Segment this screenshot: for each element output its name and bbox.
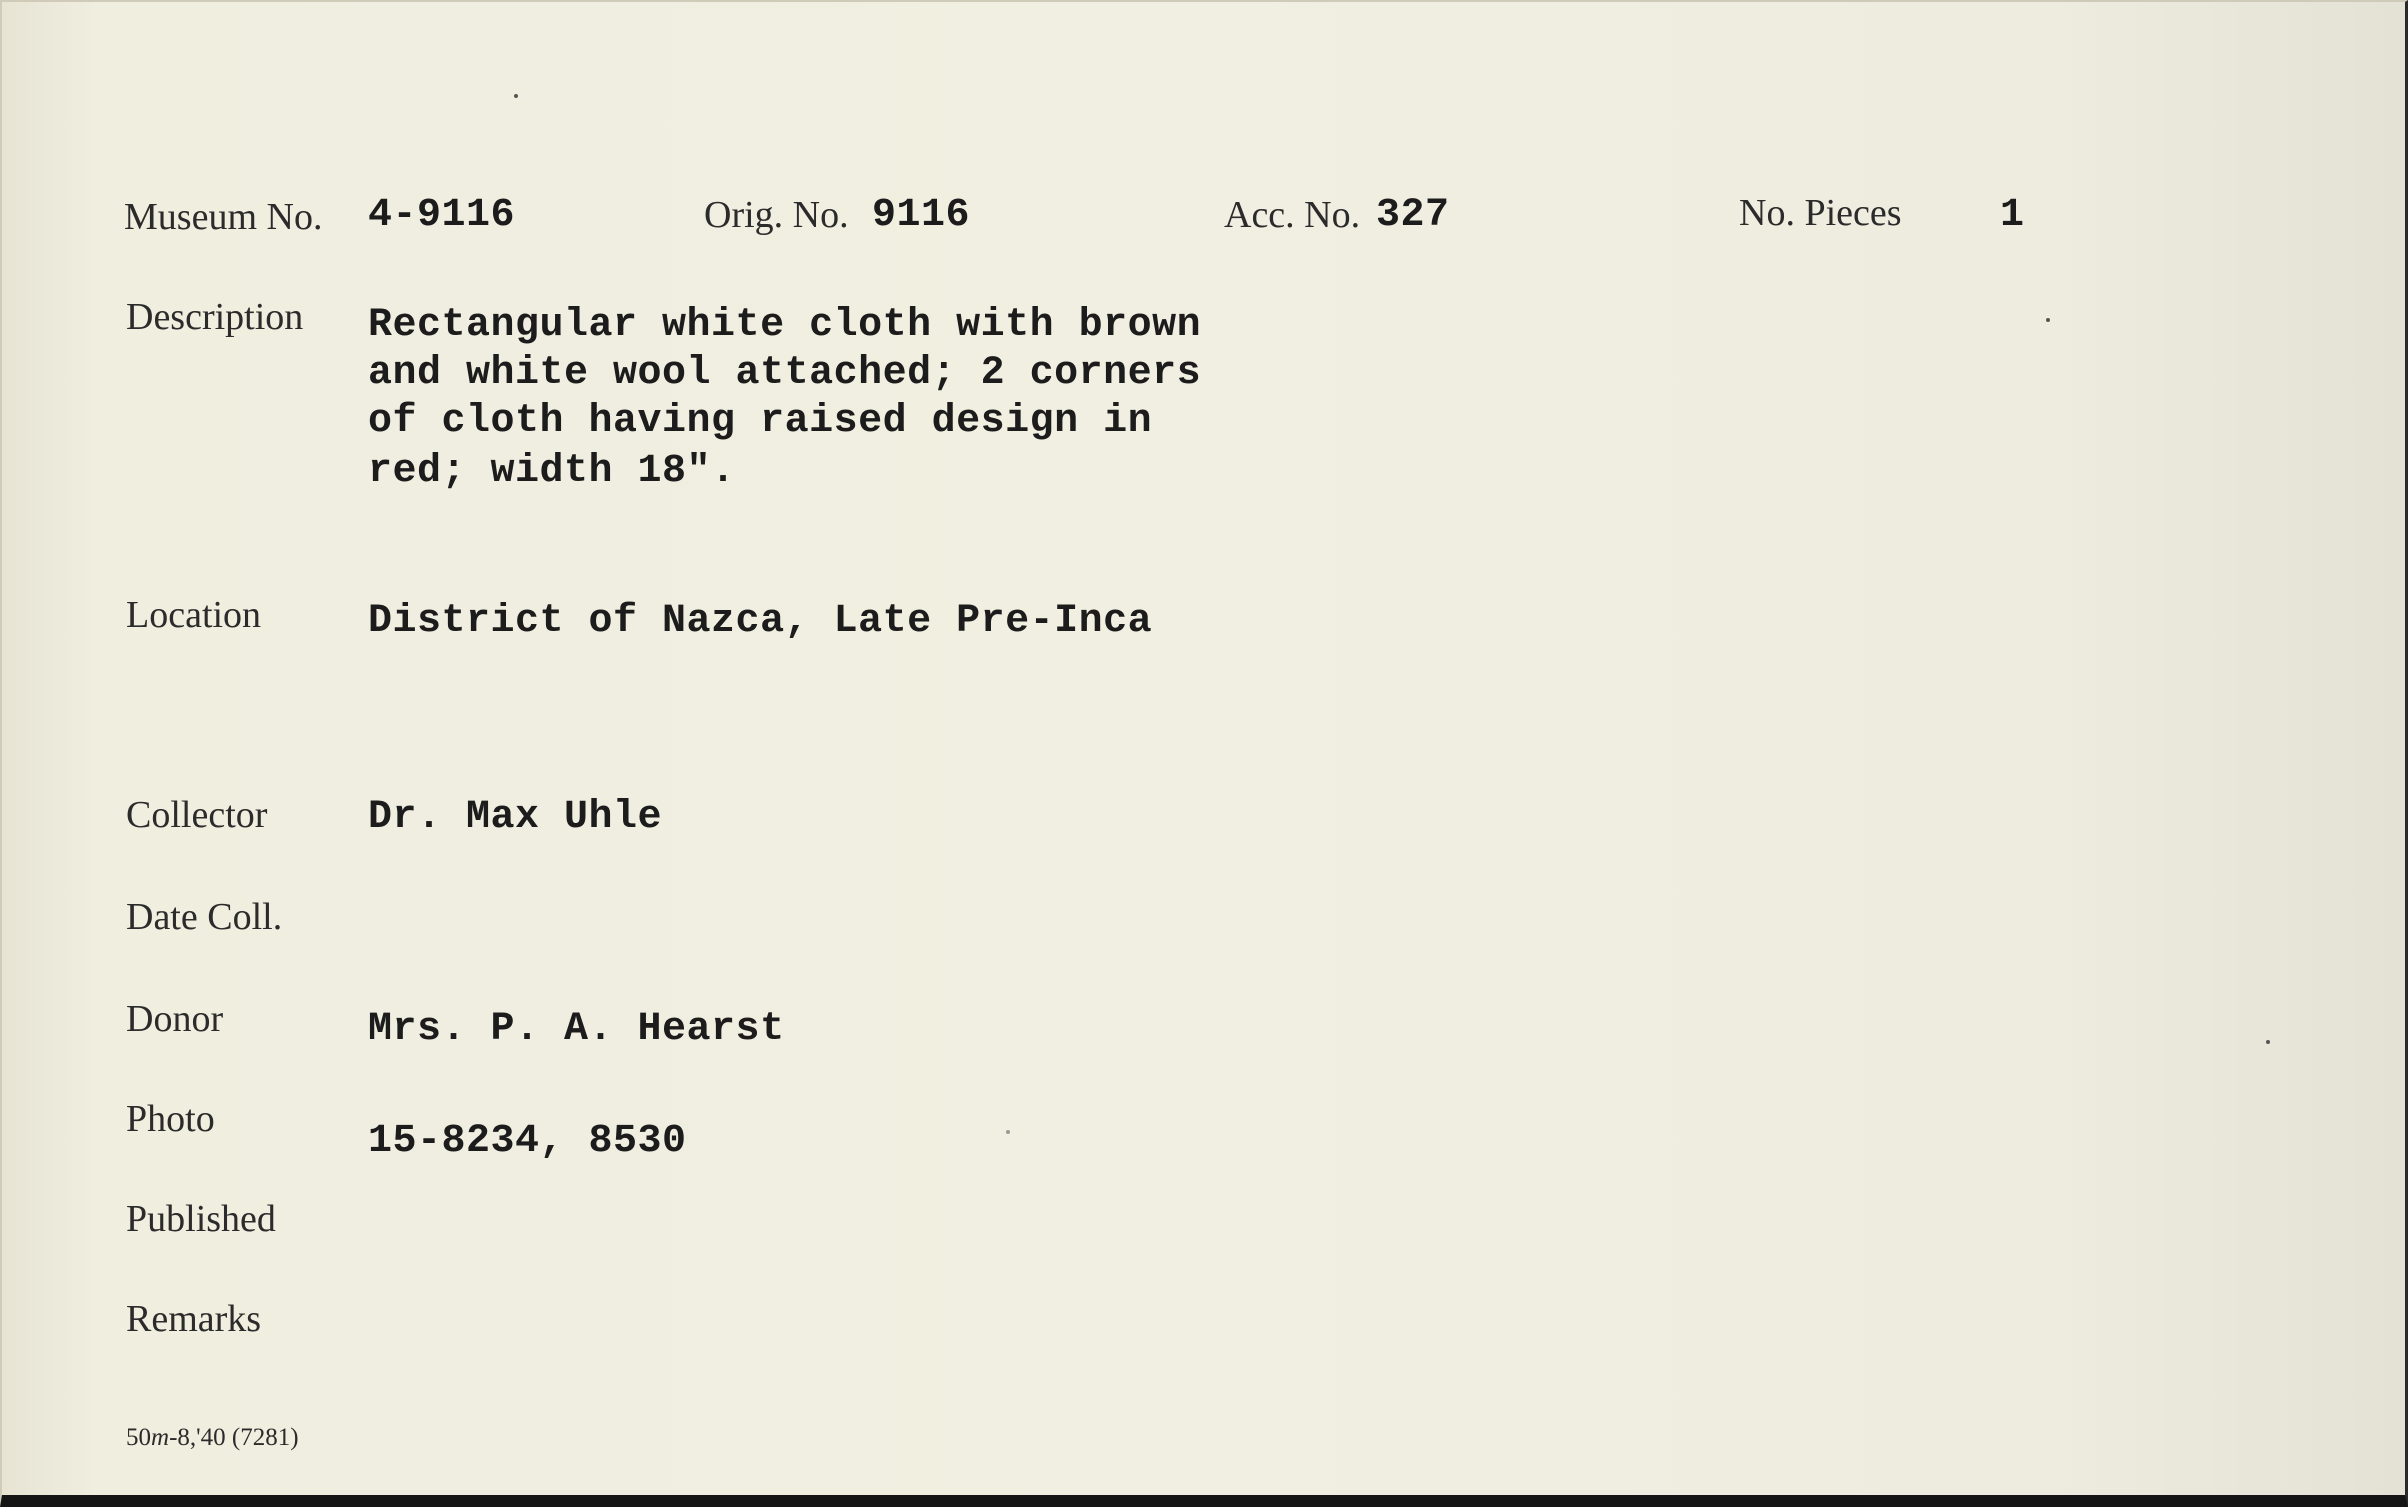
museum-no-value: 4-9116 — [368, 193, 516, 238]
location-label: Location — [126, 594, 262, 636]
description-line: of cloth having raised design in — [368, 399, 1153, 444]
date-coll-label: Date Coll. — [126, 896, 283, 938]
collector-label: Collector — [126, 794, 268, 836]
paper-speck — [2046, 318, 2050, 322]
no-pieces-value: 1 — [2000, 193, 2025, 238]
photo-value: 15-8234, 8530 — [368, 1119, 687, 1164]
photo-label: Photo — [126, 1098, 215, 1140]
description-line: red; width 18". — [368, 449, 736, 494]
remarks-label: Remarks — [126, 1298, 262, 1340]
donor-label: Donor — [126, 998, 224, 1040]
museum-no-label: Museum No. — [124, 196, 323, 238]
collector-value: Dr. Max Uhle — [368, 795, 663, 840]
description-line: Rectangular white cloth with brown — [368, 303, 1202, 348]
print-code — [126, 1424, 299, 1452]
print-code-suffix: -8,'40 (7281) — [169, 1424, 299, 1451]
description-line: and white wool attached; 2 corners — [368, 351, 1202, 396]
paper-speck — [514, 94, 518, 98]
paper-speck — [1006, 1130, 1010, 1134]
donor-value: Mrs. P. A. Hearst — [368, 1007, 785, 1052]
orig-no-label: Orig. No. — [704, 194, 849, 236]
published-label: Published — [126, 1198, 276, 1240]
print-code-italic: m — [151, 1424, 170, 1451]
acc-no-label: Acc. No. — [1224, 194, 1361, 236]
acc-no-value: 327 — [1376, 193, 1450, 238]
orig-no-value: 9116 — [872, 193, 971, 238]
print-code-prefix: 50 — [126, 1424, 151, 1451]
paper-speck — [2266, 1040, 2270, 1044]
description-label: Description — [126, 296, 304, 338]
location-value: District of Nazca, Late Pre-Inca — [368, 599, 1153, 644]
no-pieces-label: No. Pieces — [1739, 192, 1902, 234]
